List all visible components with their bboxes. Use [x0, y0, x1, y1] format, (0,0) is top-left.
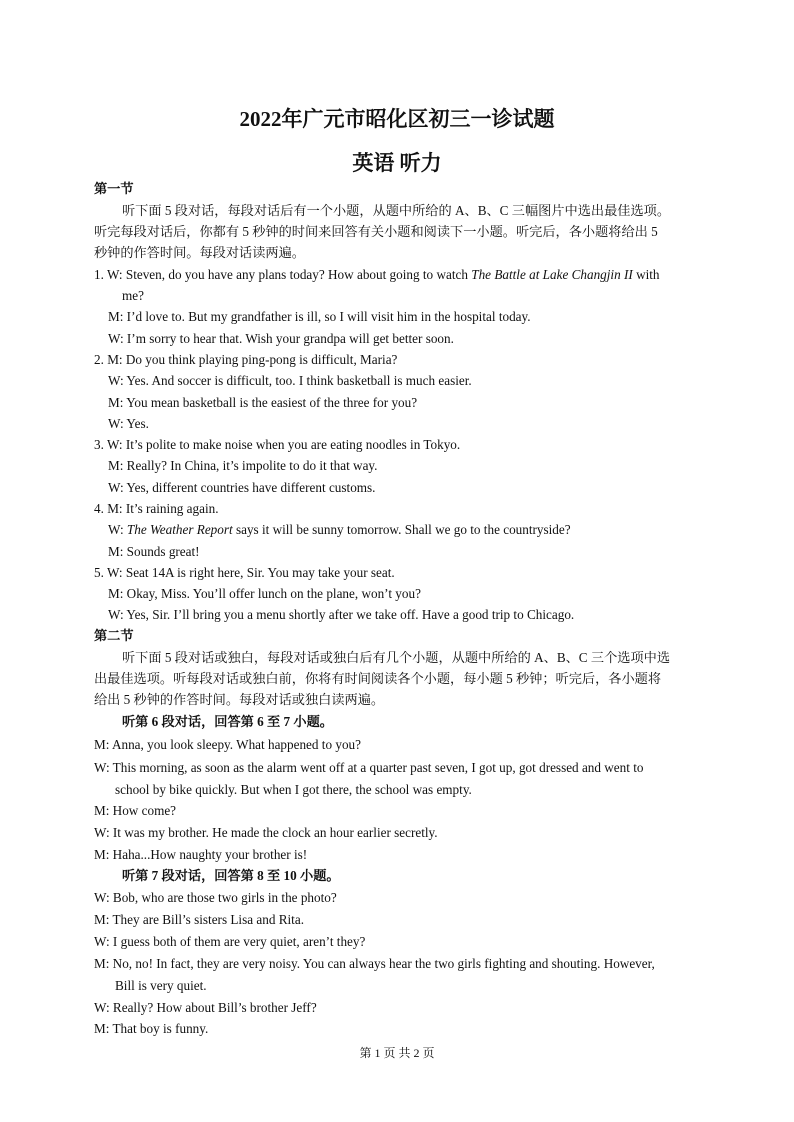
dialog-line: 3. W: It’s polite to make noise when you are eating noodles in Tokyo. — [94, 437, 461, 452]
section2-heading: 第二节 — [94, 628, 134, 643]
dialog-line: W: It was my brother. He made the clock an hour earlier secretly. — [94, 825, 438, 840]
section2-intro-line: 给出 5 秒钟的作答时间。每段对话或独白读两遍。 — [94, 692, 385, 707]
section2-intro-line: 出最佳选项。听每段对话或独白前，你将有时间阅读各个小题，每小题 5 秒钟；听完后，各小题将 — [94, 671, 662, 686]
dialog-line: W: Yes, Sir. I’ll bring you a menu shortly after we take off. Have a good trip to Chicago. — [108, 607, 575, 622]
dialog-line: me? — [122, 288, 144, 303]
page-title: 2022年广元市昭化区初三一诊试题 — [239, 107, 555, 131]
page-subtitle: 英语 听力 — [352, 151, 442, 175]
page-number-footer: 第 1 页 共 2 页 — [359, 1046, 435, 1060]
dialog-line: M: I’d love to. But my grandfather is ill, so I will visit him in the hospital today. — [108, 309, 531, 324]
dialog-line: 5. W: Seat 14A is right here, Sir. You may take your seat. — [94, 565, 395, 580]
dialog-line: M: Really? In China, it’s impolite to do it that way. — [108, 458, 378, 473]
dialog-line: M: You mean basketball is the easiest of the three for you? — [108, 395, 418, 410]
dialog-line: M: That boy is funny. — [94, 1021, 209, 1036]
dialog-line: M: They are Bill’s sisters Lisa and Rita. — [94, 912, 304, 927]
section1-heading: 第一节 — [94, 181, 134, 196]
dialog-line: M: No, no! In fact, they are very noisy. You can always hear the two girls fighting and shouting. However, — [94, 956, 655, 971]
dialog-line: W: Yes. — [108, 416, 149, 431]
dialog-line: 2. M: Do you think playing ping-pong is difficult, Maria? — [94, 352, 398, 367]
dialog-line: Bill is very quiet. — [115, 978, 207, 993]
section1-intro-line: 听完每段对话后，你都有 5 秒钟的时间来回答有关小题和阅读下一小题。听完后，各小题将给出 5 — [94, 224, 658, 239]
section1-intro-line: 听下面 5 段对话，每段对话后有一个小题，从题中所给的 A、B、C 三幅图片中选出最佳选项。 — [122, 203, 671, 218]
dialog-line: 4. M: It’s raining again. — [94, 501, 219, 516]
section1-intro-line: 秒钟的作答时间。每段对话读两遍。 — [94, 245, 305, 260]
dialog-line: 1. W: Steven, do you have any plans today? How about going to watch The Battle at Lake Changjin II with — [94, 267, 660, 282]
dialog-line: W: I’m sorry to hear that. Wish your grandpa will get better soon. — [108, 331, 454, 346]
dialog-line: M: Okay, Miss. You’ll offer lunch on the plane, won’t you? — [108, 586, 421, 601]
dialog-line: W: Yes, different countries have different customs. — [108, 480, 376, 495]
dialog-line: W: This morning, as soon as the alarm went off at a quarter past seven, I got up, got dressed and went to — [94, 760, 644, 775]
dialog-line: W: The Weather Report says it will be sunny tomorrow. Shall we go to the countryside? — [108, 522, 571, 537]
dialog-line: M: Haha...How naughty your brother is! — [94, 847, 308, 862]
section2-intro-line: 听下面 5 段对话或独白，每段对话或独白后有几个小题，从题中所给的 A、B、C 三个选项中选 — [122, 650, 671, 665]
dialog7-heading: 听第 7 段对话，回答第 8 至 10 小题。 — [122, 868, 340, 883]
dialog6-heading: 听第 6 段对话，回答第 6 至 7 小题。 — [122, 714, 333, 729]
dialog-line: M: Sounds great! — [108, 544, 200, 559]
dialog-line: W: I guess both of them are very quiet, aren’t they? — [94, 934, 366, 949]
dialog-line: W: Really? How about Bill’s brother Jeff? — [94, 1000, 317, 1015]
dialog-line: M: Anna, you look sleepy. What happened to you? — [94, 737, 361, 752]
dialog-line: W: Yes. And soccer is difficult, too. I think basketball is much easier. — [108, 373, 472, 388]
dialog-line: school by bike quickly. But when I got there, the school was empty. — [115, 782, 472, 797]
dialog-line: W: Bob, who are those two girls in the photo? — [94, 890, 337, 905]
dialog-line: M: How come? — [94, 803, 177, 818]
